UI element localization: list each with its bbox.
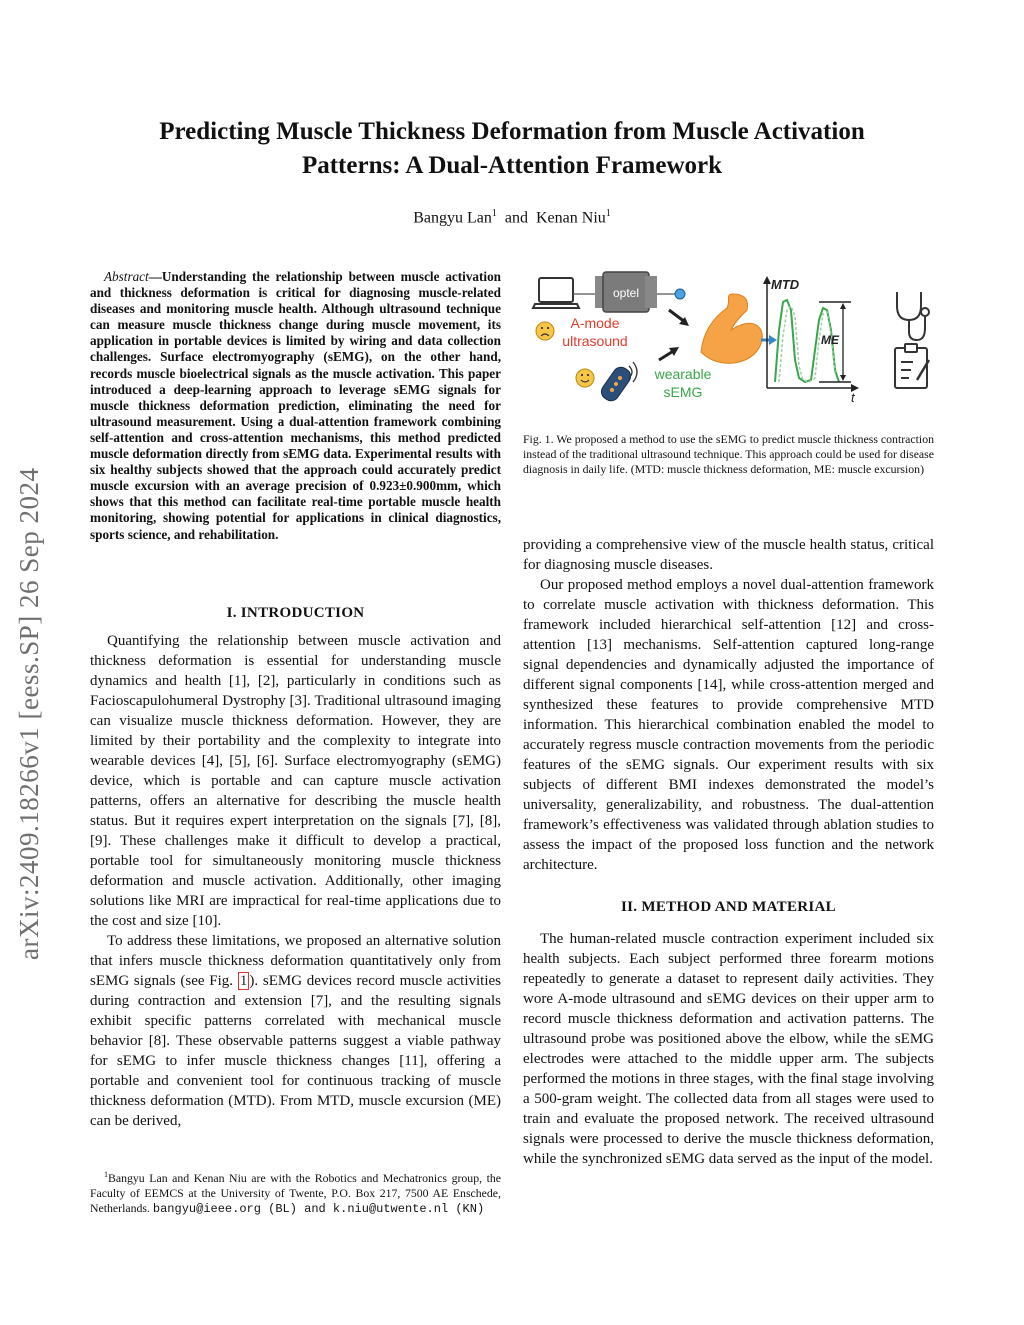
body-paragraph: The human-related muscle contraction experiment included six health subjects. Each subject performed three forearm motions repeatedly to generate a dataset to represent daily activities. They wore A-mode ultrasound and sEMG devices on their upper arm to record muscle thickness deformation and activation patterns. The ultrasound probe was positioned above the elbow, while the sEMG electrodes were attached to the middle upper arm. The subjects performed the motions in three stages, with the final stage involving a 500-gram weight. The collected data from all stages were used to train and evaluate the proposed network. The received ultrasound signals were processed to derive the muscle thickness deformation, while the synchronized sEMG data served as the input of the model. — [523, 931, 934, 1167]
paragraph-text: ). sEMG devices record muscle activities during contraction and extension [7], and the resulting signals exhibit specific patterns correlated with mechanical muscle behavior [8]. These observable patterns suggest a viable pathway for sEMG to infer muscle thickness changes [11], offering a portable and convenient tool for continuous tracking of muscle thickness deformation (MTD). From MTD, muscle excursion (ME) can be derived, — [90, 973, 502, 1129]
author-separator: and — [504, 209, 528, 227]
mtd-plot — [763, 276, 859, 405]
abstract-dash: — — [148, 269, 162, 284]
happy-face-icon — [576, 369, 594, 387]
footnote-mark: 1 — [104, 1170, 108, 1179]
body-paragraph: Quantifying the relationship between muscle activation and thickness deformation is essential for understanding muscle dynamics and health [1], [2], particularly in conditions such as Facioscapulohumeral Dystrophy [3]. Traditional ultrasound imaging can visualize muscle thickness deformation. However, they are limited by their portability and the complexity to integrate into wearable devices [4], [5], [6]. Surface electromyography (sEMG) device, which is portable and can capture muscle activation patterns, offers an alternative for describing the muscle health status. But it requires expert interpretation on the signals [7], [8], [9]. These challenges make it difficult to develop a practical, portable tool for simultaneously monitoring muscle thickness deformation and muscle activation. Additionally, other imaging solutions like MRI are impractical for real-time applications due to the cost and size [10]. — [90, 633, 501, 929]
paragraph-text: To address these limitations, we proposed an alternative solution that infers muscle thickness deformation quantitatively only from sEMG signals (see Fig. — [90, 933, 501, 989]
paper-title — [90, 115, 934, 183]
introduction-section — [90, 603, 501, 1131]
wearable-semg-device-icon — [598, 362, 637, 404]
stethoscope-icon — [897, 292, 929, 340]
figure-caption: Fig. 1. We proposed a method to use the sEMG to predict muscle thickness contraction instead of the traditional ultrasound technique. This approach could be used for disease diagnosis in daily life. (MTD: muscle thickness deformation, ME: muscle excursion) — [523, 432, 934, 476]
clipboard-icon — [895, 344, 929, 388]
flexed-arm-icon — [701, 294, 762, 363]
mtd-axis-label: MTD — [771, 277, 800, 292]
amode-label-line1: A-mode — [570, 315, 620, 331]
right-column-body — [523, 535, 934, 1169]
wearable-label-line2: sEMG — [663, 384, 703, 400]
abstract — [90, 269, 501, 543]
footnote-emails: bangyu@ieee.org (BL) and k.niu@utwente.nl (KN) — [152, 1201, 485, 1216]
affiliation-mark: 1 — [491, 208, 497, 219]
wearable-label-line1: wearable — [654, 366, 712, 382]
footnote — [90, 1167, 501, 1217]
device-label: optel — [612, 286, 640, 300]
author-name: Kenan Niu — [536, 209, 606, 227]
arxiv-identifier: arXiv:2409.18266v1 [eess.SP] 26 Sep 2024 — [14, 467, 44, 960]
section-heading: I. INTRODUCTION — [226, 605, 365, 621]
probe-icon — [675, 289, 685, 299]
figure-reference-link[interactable]: 1 — [239, 973, 248, 989]
author-list — [90, 208, 934, 227]
laptop-icon — [533, 278, 579, 308]
me-label: ME — [821, 333, 839, 347]
footnote-text: Bangyu Lan and Kenan Niu are with the Robotics and Mechatronics group, the Faculty of EEMCS at the University of Twente, P.O. Box 217, 7500 AE Enschede, Netherlands. — [90, 1170, 501, 1215]
title-line-2: Patterns: A Dual-Attention Framework — [301, 152, 723, 179]
time-axis-label: t — [851, 390, 855, 405]
abstract-lead: Abstract — [104, 269, 149, 284]
body-paragraph — [90, 931, 501, 1131]
body-paragraph: providing a comprehensive view of the muscle health status, critical for diagnosing muscle diseases. — [523, 537, 934, 573]
arrow-head-icon — [769, 335, 777, 345]
amode-label-line2: ultrasound — [562, 333, 628, 349]
ultrasound-device-icon — [595, 272, 657, 312]
footnote-body — [90, 1167, 501, 1217]
section-heading: II. METHOD AND MATERIAL — [621, 899, 836, 915]
body-paragraph: Our proposed method employs a novel dual-attention framework to correlate muscle activation with thickness deformation. This framework included hierarchical self-attention [12] and cross-attention [13] mechanisms. Self-attention captured long-range signal dependencies and dynamically adjusted the importance of different signal components [14], while cross-attention merged and synthesized these features to provide comprehensive MTD information. This hierarchical combination enabled the model to accurately regress muscle contraction movements from the periodic features of the sEMG signals. Our experiment results with six subjects of different BMI indexes demonstrated the model’s universality, generalizability, and robustness. The dual-attention framework’s effectiveness was validated through ablation studies to assess the impact of the proposed loss function and the network architecture. — [523, 577, 934, 873]
sad-face-icon — [536, 322, 554, 340]
author-name: Bangyu Lan — [413, 209, 492, 227]
affiliation-mark: 1 — [605, 208, 611, 219]
figure-1-illustration — [523, 270, 934, 420]
abstract-text: Understanding the relationship between muscle activation and thickness deformation is critical for diagnosing muscle-related diseases and monitoring muscle health. Although ultrasound technique can measure muscle thickness change during muscle movement, its application in portable devices is limited by wiring and data collection challenges. Surface electromyography (sEMG), on the other hand, records muscle bioelectrical signals as the muscle activation. This paper introduced a deep-learning approach to leverage sEMG signals for muscle thickness deformation prediction, eliminating the need for ultrasound measurement. Using a dual-attention framework combining self-attention and cross-attention mechanisms, this method predicted muscle deformation directly from sEMG data. Experimental results with six healthy subjects showed that the approach could accurately predict muscle excursion with an average precision of 0.923±0.900mm, which shows that this method can facilitate real-time portable muscle health monitoring, showing potential for applications in clinical diagnostics, sports science, and rehabilitation. — [90, 269, 501, 542]
title-line-1: Predicting Muscle Thickness Deformation from Muscle Activation — [159, 118, 865, 145]
